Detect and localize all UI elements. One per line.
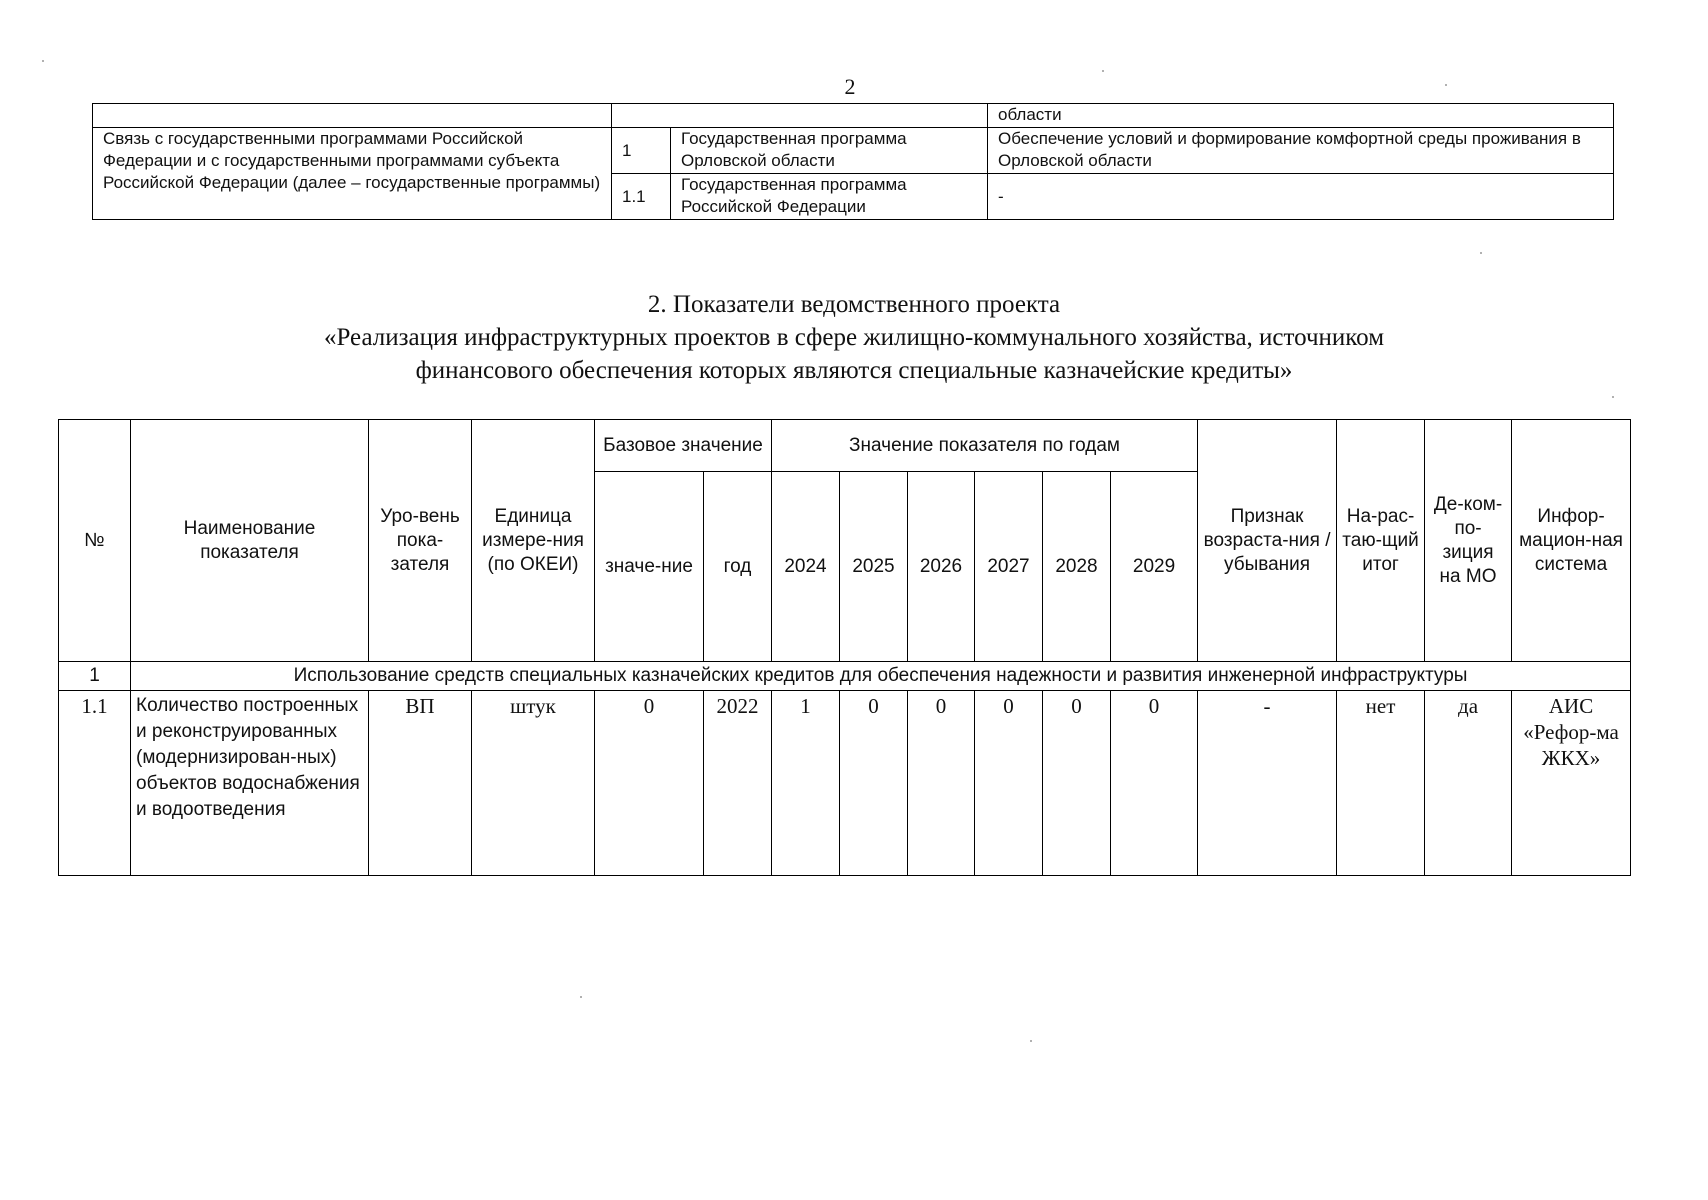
row-year-value: 0 — [840, 691, 908, 876]
row-unit: штук — [472, 691, 595, 876]
scan-speck — [1102, 70, 1104, 72]
cell-empty — [612, 104, 988, 128]
row-decomposition: да — [1425, 691, 1512, 876]
row-year-value: 0 — [1043, 691, 1111, 876]
row-base-value: 0 — [595, 691, 704, 876]
header-base-value: значе-ние — [595, 472, 704, 662]
scan-speck — [1480, 252, 1482, 254]
row-num: 1.1 — [59, 691, 131, 876]
header-decomposition: Де-ком-по-зиция на МО — [1425, 420, 1512, 662]
program-type: Государственная программа Российской Федерации — [671, 174, 988, 220]
scan-speck — [1612, 396, 1614, 398]
heading-line-1: 2. Показатели ведомственного проекта — [647, 291, 1061, 318]
row-level: ВП — [369, 691, 472, 876]
header-base: Базовое значение — [595, 420, 772, 472]
header-year: 2029 — [1111, 472, 1198, 662]
section-title: Использование средств специальных казначейских кредитов для обеспечения надежности и развития инженерной инфраструктуры — [131, 662, 1631, 691]
header-year: 2025 — [840, 472, 908, 662]
page-number: 2 — [844, 74, 856, 99]
row-year-value: 0 — [908, 691, 975, 876]
header-year: 2027 — [975, 472, 1043, 662]
cell-continuation: области — [988, 104, 1614, 128]
header-base-year: год — [704, 472, 772, 662]
program-value: - — [988, 174, 1614, 220]
heading-line-3: финансового обеспечения которых являются специальные казначейские кредиты» — [415, 357, 1293, 384]
header-trend: Признак возраста-ния / убывания — [1198, 420, 1337, 662]
header-level: Уро-вень пока-зателя — [369, 420, 472, 662]
program-num: 1 — [612, 128, 671, 174]
scan-speck — [1445, 84, 1447, 86]
program-links-label: Связь с государственными программами Российской Федерации и с государственными программами субъекта Российской Федерации (далее – государственные программы) — [93, 128, 612, 220]
scan-speck — [42, 60, 44, 62]
row-cumulative: нет — [1337, 691, 1425, 876]
indicators-table — [58, 419, 1631, 876]
program-type: Государственная программа Орловской области — [671, 128, 988, 174]
heading-line-2: «Реализация инфраструктурных проектов в сфере жилищно-коммунального хозяйства, источником — [323, 324, 1385, 351]
program-links-table — [92, 103, 1614, 220]
program-value: Обеспечение условий и формирование комфортной среды проживания в Орловской области — [988, 128, 1614, 174]
row-year-value: 1 — [772, 691, 840, 876]
header-year: 2026 — [908, 472, 975, 662]
header-info-system: Инфор-мацион-ная система — [1512, 420, 1631, 662]
header-unit: Единица измере-ния (по ОКЕИ) — [472, 420, 595, 662]
program-num: 1.1 — [612, 174, 671, 220]
header-name: Наименование показателя — [131, 420, 369, 662]
scan-speck — [580, 996, 582, 998]
row-base-year: 2022 — [704, 691, 772, 876]
row-year-value: 0 — [975, 691, 1043, 876]
header-num: № — [59, 420, 131, 662]
header-year: 2028 — [1043, 472, 1111, 662]
row-info-system: АИС «Рефор-ма ЖКХ» — [1512, 691, 1631, 876]
row-name: Количество построенных и реконструированных (модернизирован-ных) объектов водоснабжения и водоотведения — [131, 691, 369, 876]
row-year-value: 0 — [1111, 691, 1198, 876]
cell-empty — [93, 104, 612, 128]
row-trend: - — [1198, 691, 1337, 876]
header-by-years: Значение показателя по годам — [772, 420, 1198, 472]
section-num: 1 — [59, 662, 131, 691]
section-heading — [0, 288, 1708, 387]
header-year: 2024 — [772, 472, 840, 662]
header-cumulative: На-рас-таю-щий итог — [1337, 420, 1425, 662]
scan-speck — [1030, 1040, 1032, 1042]
